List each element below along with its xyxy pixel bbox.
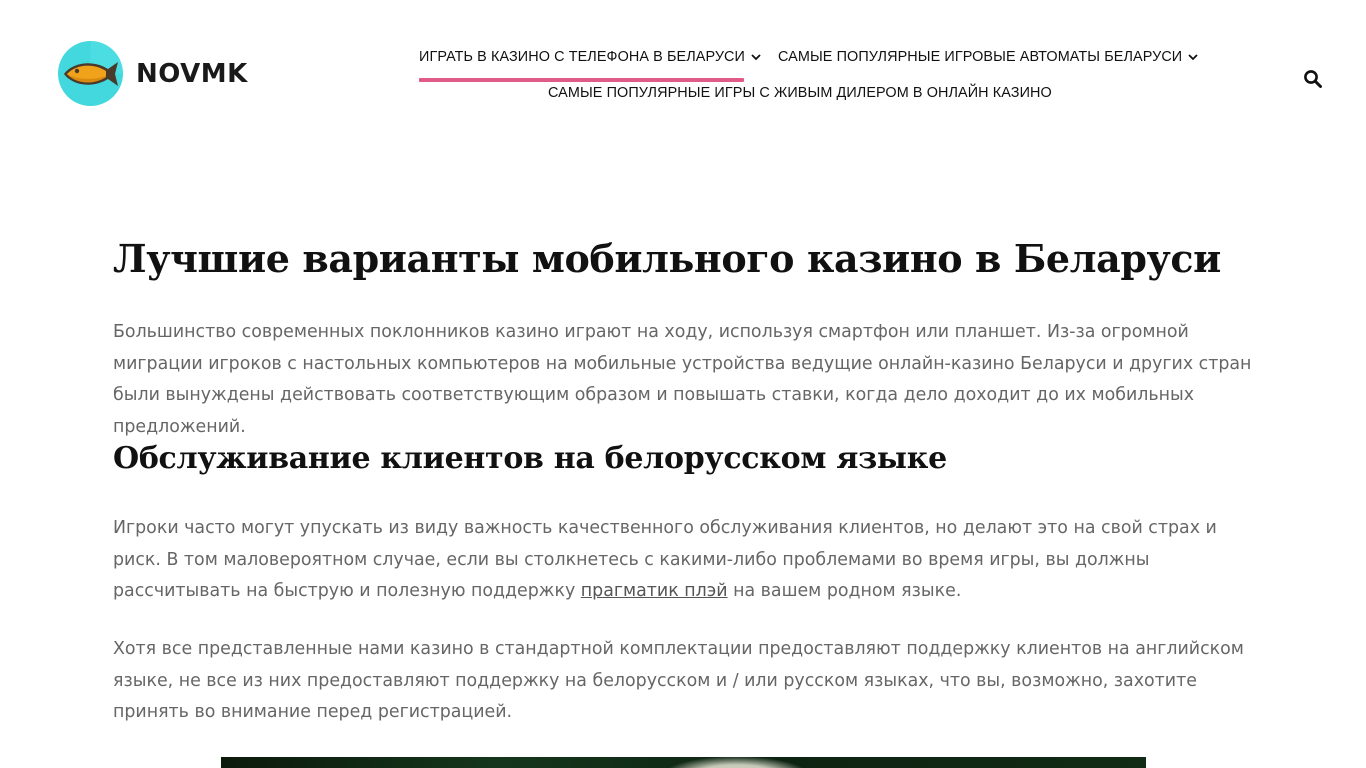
nav-item-play-mobile[interactable] — [419, 49, 762, 65]
search-icon[interactable] — [1303, 69, 1323, 89]
fish-logo-icon — [58, 41, 123, 106]
chevron-down-icon — [1187, 51, 1199, 63]
nav-item-live-dealer[interactable] — [548, 85, 1052, 101]
nav-item-popular-slots[interactable] — [778, 49, 1199, 65]
active-nav-indicator — [419, 78, 744, 82]
intro-paragraph: Большинство современных поклонников казино играют на ходу, используя смартфон или планшет. Из-за огромной миграции игроков с настольных компьютеров на мобильные устройства ведущие онлайн-казино Беларуси и других стран были вынуждены действовать соответствующим образом и повышать ставки, когда дело доходит до их мобильных предложений. — [113, 322, 1252, 437]
pragmatic-play-link[interactable]: прагматик плэй — [580, 581, 728, 602]
site-name: NOVMK — [136, 58, 248, 89]
nav-item-label: САМЫЕ ПОПУЛЯРНЫЕ ИГРЫ С ЖИВЫМ ДИЛЕРОМ В ОНЛАЙН КАЗИНО — [548, 85, 1052, 101]
page-title: Лучшие варианты мобильного казино в Беларуси — [113, 236, 1221, 281]
language-support-paragraph: Хотя все представленные нами казино в стандартной комплектации предоставляют поддержку клиентов на английском языке, не все из них предоставляют поддержку на белорусском и / или русском языках, что вы, возможно, захотите принять во внимание перед регистрацией. — [113, 639, 1244, 723]
support-paragraph — [113, 513, 1253, 608]
nav-item-label: САМЫЕ ПОПУЛЯРНЫЕ ИГРОВЫЕ АВТОМАТЫ БЕЛАРУСИ — [778, 49, 1183, 65]
site-brand-link[interactable] — [58, 41, 248, 106]
nav-item-label: ИГРАТЬ В КАЗИНО С ТЕЛЕФОНА В БЕЛАРУСИ — [419, 49, 745, 65]
site-header — [0, 0, 1366, 150]
paragraph-text: Игроки часто могут упускать из виду важность качественного обслуживания клиентов, но делают это на свой страх и риск. В том маловероятном случае, если вы столкнетесь с какими-либо проблемами во время игры, вы должны рассчитывать на быструю и полезную поддержку — [113, 518, 1217, 602]
chevron-down-icon — [750, 51, 762, 63]
article-image — [221, 757, 1146, 768]
paragraph-text: на вашем родном языке. — [727, 581, 962, 602]
article — [113, 232, 1253, 723]
image-highlight — [661, 757, 811, 768]
section-heading: Обслуживание клиентов на белорусском языке — [113, 441, 947, 476]
